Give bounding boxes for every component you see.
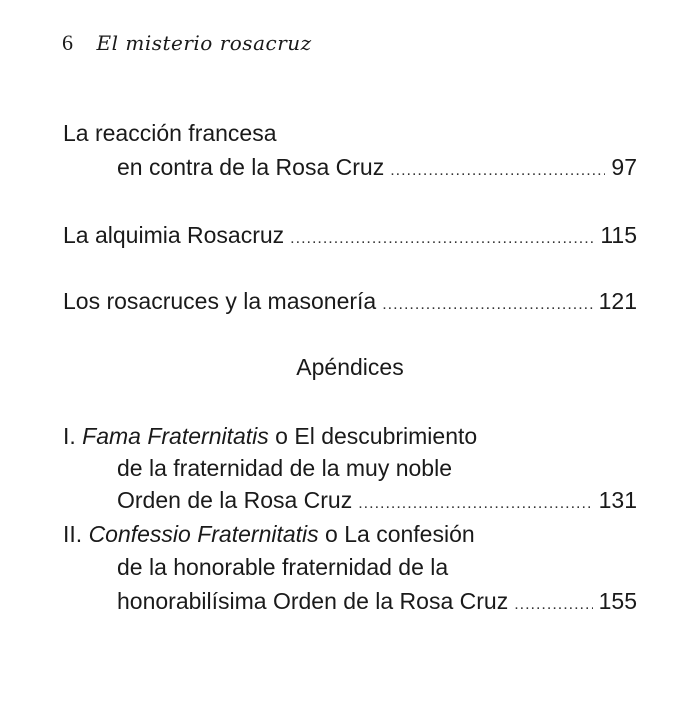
leader-dots [514, 590, 592, 620]
running-header [62, 30, 312, 56]
toc-entry-text-line1 [63, 220, 637, 254]
toc-appendix-line2: de la honorable fraternidad de la [117, 554, 449, 580]
leader-dots [390, 156, 605, 186]
leader-dots [290, 224, 594, 254]
toc-entry-text-line2 [117, 152, 637, 186]
toc-page-number: 155 [598, 588, 637, 614]
appendix-italic-title: Fama Fraternitatis [82, 423, 269, 449]
toc-page-number: 115 [600, 222, 637, 248]
toc-entry-title: Los rosacruces y la masonería [63, 288, 377, 314]
toc-page-number: 121 [598, 288, 637, 314]
leader-dots [358, 489, 592, 519]
page-number: 6 [62, 30, 73, 55]
appendix-numeral: I. [63, 423, 76, 449]
leader-dots [382, 290, 592, 320]
toc-appendix-line3 [117, 586, 637, 620]
appendices-heading: Apéndices [296, 354, 404, 380]
toc-appendix-line2: de la fraternidad de la muy noble [117, 455, 452, 481]
toc-appendix-line1 [63, 519, 475, 549]
appendix-title-rest: o El descubrimiento [275, 423, 478, 449]
toc-entry-text-line1 [63, 286, 637, 320]
appendix-numeral: II. [63, 521, 83, 547]
appendix-italic-title: Confessio Fraternitatis [88, 521, 319, 547]
toc-appendix-line3 [117, 485, 637, 519]
toc-entry-title: en contra de la Rosa Cruz [117, 154, 385, 180]
book-title: El misterio rosacruz [96, 31, 312, 55]
toc-entry-text-line1: La reacción francesa [63, 120, 277, 146]
toc-entry-title: La alquimia Rosacruz [63, 222, 285, 248]
toc-entry-title: honorabilísima Orden de la Rosa Cruz [117, 588, 509, 614]
toc-entry-title: Orden de la Rosa Cruz [117, 487, 353, 513]
appendix-title-rest: o La confesión [325, 521, 475, 547]
toc-page-number: 97 [611, 154, 637, 180]
toc-appendix-line1 [63, 421, 477, 451]
toc-page-number: 131 [598, 487, 637, 513]
